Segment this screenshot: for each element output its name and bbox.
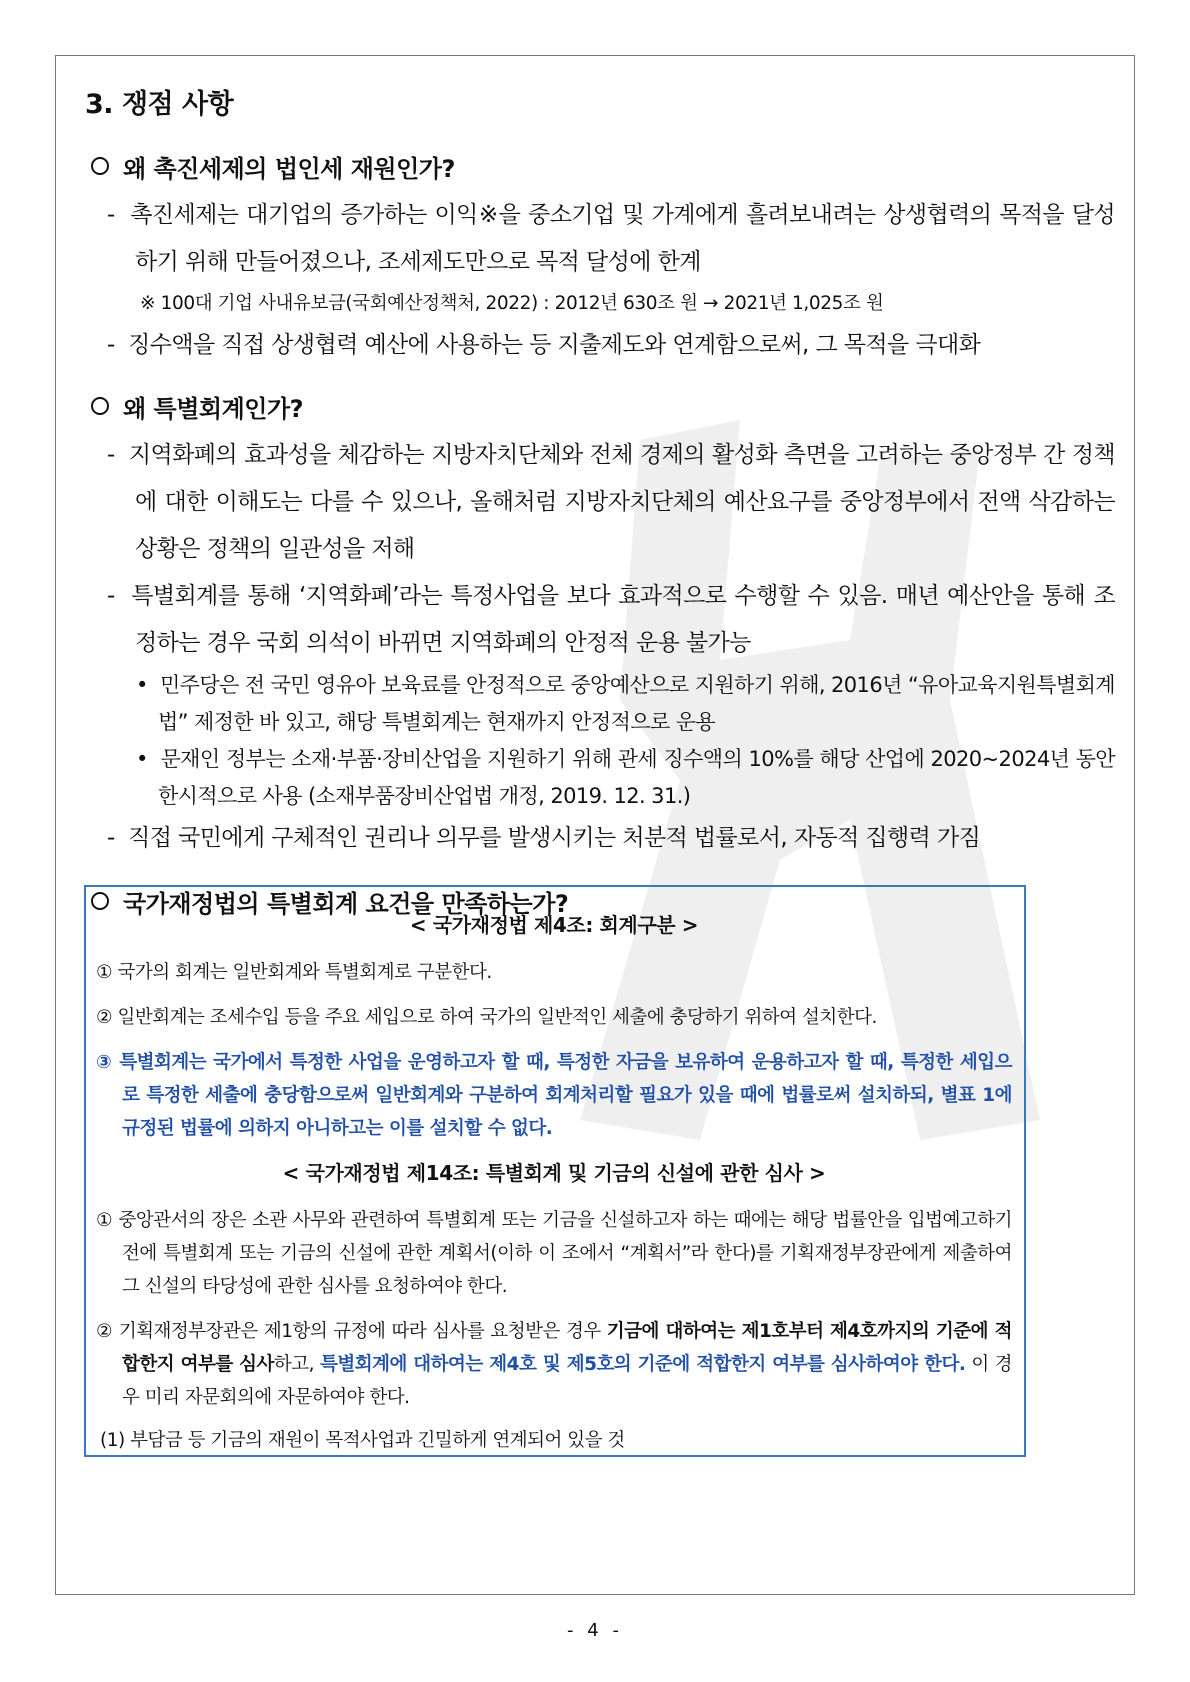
dash-item-text: 징수액을 직접 상생협력 예산에 사용하는 등 지출제도와 연계함으로써, 그 목적을 극대화 [128,332,981,358]
dash-item: - 지역화폐의 효과성을 체감하는 지방자치단체와 전체 경제의 활성화 측면을 고려하는 중앙정부 간 정책에 대한 이해도는 다를 수 있으나, 올해처럼 지방자치단체의 예산요구를 중앙정부에서 전액 삭감하는 상황은 정책의 일관성을 저해 [107,442,1115,562]
question-heading-2 [91,389,1115,424]
law-title-article-4: < 국가재정법 제4조: 회계구분 > [409,913,699,937]
law-excerpt-box [84,885,1026,1457]
law-clause-text: ② 기획재정부장관은 제1항의 규정에 따라 심사를 요청받은 경우 [96,1321,607,1342]
circle-bullet-icon [91,397,109,415]
bullet-item-text: 문재인 정부는 소재·부품·장비산업을 지원하기 위해 관세 징수액의 10%를 해당 산업에 2020~2024년 동안 한시적으로 사용 (소재부품장비산업법 개정, 2019. 12. 31.) [158,747,1115,808]
bullet-item: • 문재인 정부는 소재·부품·장비산업을 지원하기 위해 관세 징수액의 10%를 해당 산업에 2020~2024년 동안 한시적으로 사용 (소재부품장비산업법 개정, 2019. 12. 31.) [136,747,1115,808]
law-clause-highlighted: ③ 특별회계는 국가에서 특정한 사업을 운영하고자 할 때, 특정한 자금을 보유하여 운용하고자 할 때, 특정한 세입으로 특정한 세출에 충당함으로써 일반회계와 구분하여 회계처리할 필요가 있을 때에 법률로써 설치하되, 별표 1에 규정된 법률에 의하지 아니하고는 이를 설치할 수 없다. [96,1052,1012,1139]
law-clause-text: 이 경우 미리 자문회의에 자문하여야 한다. [122,1354,1012,1408]
dash-item: - 직접 국민에게 구체적인 권리나 의무를 발생시키는 처분적 법률로서, 자동적 집행력 가짐 [107,825,981,851]
question-heading-1-text: 왜 촉진세제의 법인세 재원인가? [123,155,455,183]
circle-bullet-icon [91,157,109,175]
law-title-article-14: < 국가재정법 제14조: 특별회계 및 기금의 신설에 관한 심사 > [282,1161,826,1185]
bullet-item-text: 민주당은 전 국민 영유아 보육료를 안정적으로 중앙예산으로 지원하기 위해, 2016년 “유아교육지원특별회계법” 제정한 바 있고, 해당 특별회계는 현재까지 안정적으로 운용 [158,673,1115,734]
dash-item: - 특별회계를 통해 ‘지역화폐’라는 특정사업을 보다 효과적으로 수행할 수 있음. 매년 예산안을 통해 조정하는 경우 국회 의석이 바뀌면 지역화폐의 안정적 운용 불가능 [107,583,1116,656]
bullet-item: • 민주당은 전 국민 영유아 보육료를 안정적으로 중앙예산으로 지원하기 위해, 2016년 “유아교육지원특별회계법” 제정한 바 있고, 해당 특별회계는 현재까지 안정적으로 운용 [136,673,1115,734]
law-clause [96,1315,1012,1414]
dash-item-text: 특별회계를 통해 ‘지역화폐’라는 특정사업을 보다 효과적으로 수행할 수 있음. 매년 예산안을 통해 조정하는 경우 국회 의석이 바뀌면 지역화폐의 안정적 운용 불가능 [131,583,1116,656]
law-clause-highlighted-text: 특별회계에 대하여는 제4호 및 제5호의 기준에 적합한지 여부를 심사하여야 한다. [319,1354,966,1375]
section-title: 3. 쟁점 사항 [85,89,234,120]
dash-item: - 징수액을 직접 상생협력 예산에 사용하는 등 지출제도와 연계함으로써, 그 목적을 극대화 [107,332,981,358]
footnote: ※ 100대 기업 사내유보금(국회예산정책처, 2022) : 2012년 630조 원 → 2021년 1,025조 원 [140,293,884,314]
question-heading-2-text: 왜 특별회계인가? [123,395,304,423]
dash-item-text: 지역화폐의 효과성을 체감하는 지방자치단체와 전체 경제의 활성화 측면을 고려하는 중앙정부 간 정책에 대한 이해도는 다를 수 있으나, 올해처럼 지방자치단체의 예산요구를 중앙정부에서 전액 삭감하는 상황은 정책의 일관성을 저해 [128,442,1115,562]
law-clause: ① 국가의 회계는 일반회계와 특별회계로 구분한다. [96,962,492,983]
dash-item-text: 직접 국민에게 구체적인 권리나 의무를 발생시키는 처분적 법률로서, 자동적 집행력 가짐 [128,825,981,851]
question-heading-1 [91,149,1115,184]
law-clause-text: 하고, [273,1354,320,1375]
dash-item: - 촉진세제는 대기업의 증가하는 이익※을 중소기업 및 가계에게 흘려보내려는 상생협력의 목적을 달성하기 위해 만들어졌으나, 조세제도만으로 목적 달성에 한계 [107,202,1115,275]
law-subclause: (1) 부담금 등 기금의 재원이 목적사업과 긴밀하게 연계되어 있을 것 [100,1430,625,1451]
dash-item-text: 촉진세제는 대기업의 증가하는 이익※을 중소기업 및 가계에게 흘려보내려는 상생협력의 목적을 달성하기 위해 만들어졌으나, 조세제도만으로 목적 달성에 한계 [130,202,1115,275]
page-number: - 4 - [567,1620,623,1641]
law-clause: ① 중앙관서의 장은 소관 사무와 관련하여 특별회계 또는 기금을 신설하고자 하는 때에는 해당 법률안을 입법예고하기 전에 특별회계 또는 기금의 신설에 관한 계획서(이하 이 조에서 “계획서”라 한다)를 기획재정부장관에게 제출하여 그 신설의 타당성에 관한 심사를 요청하여야 한다. [96,1210,1012,1297]
question-heading-3-text: 국가재정법의 특별회계 요건을 만족하는가? [123,890,569,918]
law-clause-bold-text: 기금에 대하여는 제1호부터 제4호까지의 기준에 적합한지 여부를 심사 [122,1321,1012,1375]
document-body [85,70,1115,927]
law-clause: ② 일반회계는 조세수입 등을 주요 세입으로 하여 국가의 일반적인 세출에 충당하기 위하여 설치한다. [96,1007,877,1028]
